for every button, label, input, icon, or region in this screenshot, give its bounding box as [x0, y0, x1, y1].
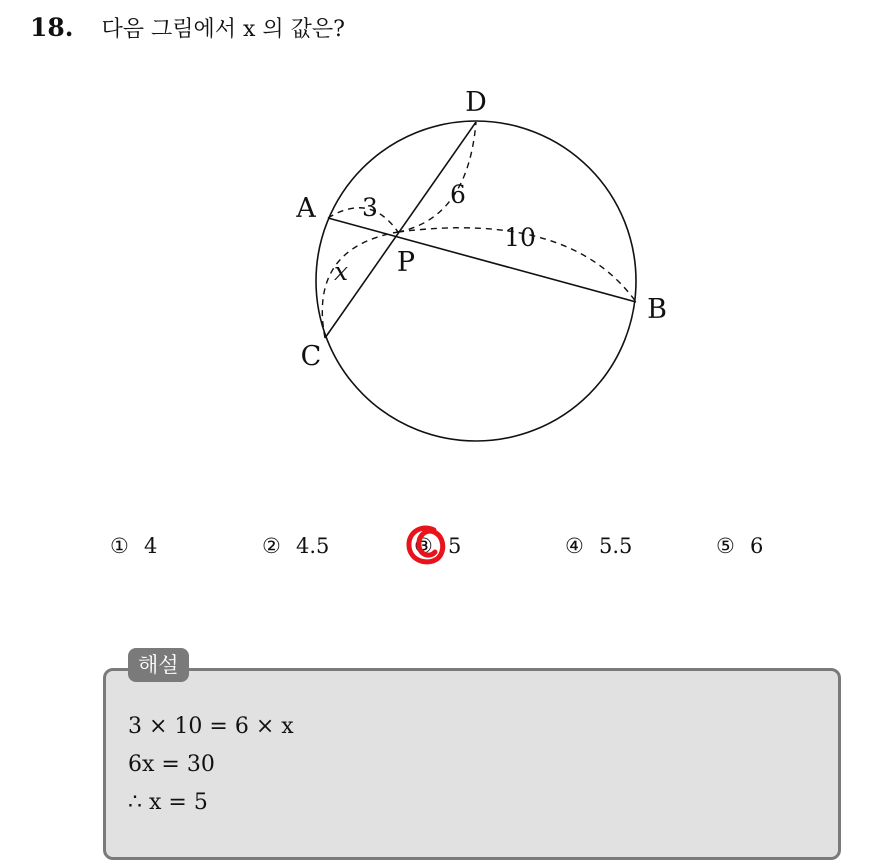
- choice-1-mark: ①: [110, 534, 129, 558]
- solution-line-3: ∴ x = 5: [128, 790, 208, 815]
- point-a-label: A: [296, 193, 316, 224]
- circle-figure: [270, 80, 700, 460]
- point-p-label: P: [396, 247, 416, 278]
- label-cp: x: [333, 257, 349, 286]
- choice-5-mark: ⑤: [716, 534, 735, 558]
- choice-3-value: 5: [448, 534, 462, 558]
- circle-diagram: [270, 80, 700, 460]
- choice-1[interactable]: [110, 534, 157, 558]
- chord-cd: [325, 122, 476, 338]
- solution-lines: [128, 708, 294, 822]
- choice-4[interactable]: [565, 534, 632, 558]
- label-ap: 3: [362, 193, 378, 222]
- chord-ab: [328, 218, 636, 302]
- choice-5-value: 6: [750, 534, 764, 558]
- question-header: [30, 12, 345, 43]
- solution-line-2: 6x = 30: [128, 752, 215, 777]
- choice-2-mark: ②: [262, 534, 281, 558]
- point-c-label: C: [300, 341, 322, 372]
- point-d-label: D: [465, 87, 487, 118]
- label-pb: 10: [504, 223, 536, 252]
- choice-2[interactable]: [262, 534, 329, 558]
- choice-4-mark: ④: [565, 534, 584, 558]
- choice-3-mark: ③: [414, 534, 433, 558]
- point-b-label: B: [647, 294, 667, 325]
- choice-2-value: 4.5: [296, 534, 330, 558]
- choice-1-value: 4: [144, 534, 158, 558]
- label-pd: 6: [450, 180, 466, 209]
- question-number: 18.: [30, 13, 74, 42]
- answer-circle-mark: [404, 522, 448, 570]
- question-text: 다음 그림에서 x 의 값은?: [101, 17, 345, 42]
- choice-5[interactable]: [716, 534, 763, 558]
- choice-4-value: 5.5: [599, 534, 633, 558]
- solution-line-1: 3 × 10 = 6 × x: [128, 714, 294, 739]
- solution-title: 해설: [128, 648, 189, 682]
